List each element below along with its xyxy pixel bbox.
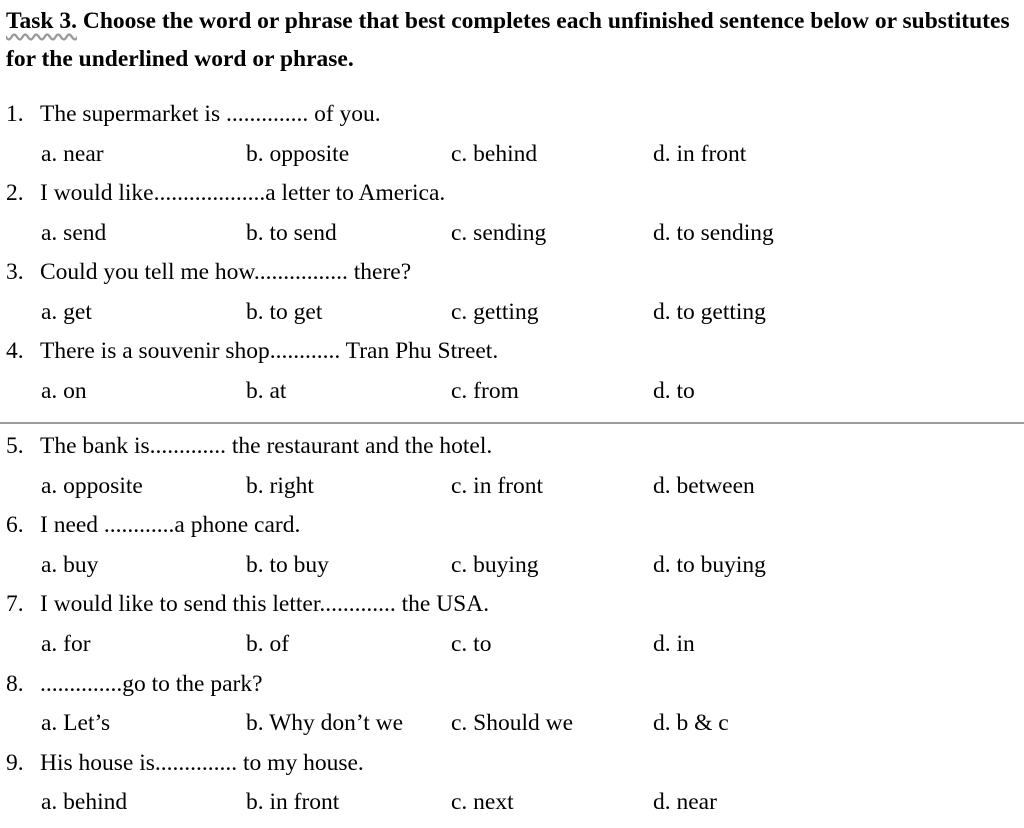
- option-b: b. Why don’t we: [246, 710, 404, 736]
- question-1: [6, 100, 381, 128]
- question-text: I would like to send this letter............. the USA.: [40, 591, 490, 617]
- option-d: d. to getting: [653, 299, 766, 325]
- option-a: a. behind: [41, 789, 128, 815]
- task-label: Task 3.: [6, 8, 77, 34]
- question-5: [6, 432, 492, 460]
- option-d: d. b & c: [653, 710, 729, 736]
- option-b: b. right: [246, 473, 314, 499]
- option-a: a. on: [41, 378, 87, 404]
- option-b: b. to send: [246, 220, 337, 246]
- option-b: b. in front: [246, 789, 340, 815]
- question-2: [6, 179, 445, 207]
- task-instruction: Choose the word or phrase that best completes each unfinished sentence below or substitutes for the underlined word or phrase.: [6, 8, 1010, 72]
- question-text: His house is.............. to my house.: [40, 750, 364, 776]
- option-d: d. to: [653, 378, 695, 404]
- option-c: c. behind: [451, 141, 538, 167]
- question-text: The bank is............. the restaurant and the hotel.: [40, 433, 493, 459]
- option-c: c. in front: [451, 473, 544, 499]
- question-3: [6, 258, 411, 286]
- option-c: c. sending: [451, 220, 547, 246]
- option-b: b. at: [246, 378, 287, 404]
- option-a: a. for: [41, 631, 91, 657]
- question-text: The supermarket is .............. of you.: [40, 101, 381, 127]
- question-number: 1.: [6, 101, 24, 127]
- option-c: c. getting: [451, 299, 539, 325]
- question-number: 3.: [6, 259, 24, 285]
- option-c: c. to: [451, 631, 492, 657]
- option-d: d. in: [653, 631, 695, 657]
- question-number: 9.: [6, 750, 24, 776]
- question-9: [6, 749, 364, 777]
- question-text: There is a souvenir shop............ Tran Phu Street.: [40, 338, 499, 364]
- question-8: [6, 670, 263, 698]
- task-heading: [6, 2, 1016, 78]
- question-text: I need ............a phone card.: [40, 512, 301, 538]
- option-d: d. between: [653, 473, 755, 499]
- option-c: c. buying: [451, 552, 539, 578]
- option-d: d. to sending: [653, 220, 774, 246]
- question-number: 2.: [6, 180, 24, 206]
- option-a: a. Let’s: [41, 710, 111, 736]
- question-number: 7.: [6, 591, 24, 617]
- question-4: [6, 337, 498, 365]
- question-text: Could you tell me how................ there?: [40, 259, 412, 285]
- option-a: a. near: [41, 141, 104, 167]
- question-7: [6, 590, 489, 618]
- question-text: ..............go to the park?: [40, 671, 263, 697]
- option-c: c. next: [451, 789, 514, 815]
- option-b: b. of: [246, 631, 290, 657]
- question-text: I would like...................a letter to America.: [40, 180, 446, 206]
- option-a: a. buy: [41, 552, 99, 578]
- question-number: 6.: [6, 512, 24, 538]
- option-d: d. near: [653, 789, 717, 815]
- option-a: a. opposite: [41, 473, 143, 499]
- option-d: d. in front: [653, 141, 747, 167]
- option-a: a. get: [41, 299, 92, 325]
- question-number: 8.: [6, 671, 24, 697]
- option-b: b. opposite: [246, 141, 350, 167]
- question-6: [6, 511, 300, 539]
- option-c: c. Should we: [451, 710, 574, 736]
- option-b: b. to get: [246, 299, 323, 325]
- question-number: 5.: [6, 433, 24, 459]
- option-c: c. from: [451, 378, 519, 404]
- option-d: d. to buying: [653, 552, 766, 578]
- section-divider: [0, 422, 1024, 424]
- question-number: 4.: [6, 338, 24, 364]
- option-a: a. send: [41, 220, 107, 246]
- option-b: b. to buy: [246, 552, 329, 578]
